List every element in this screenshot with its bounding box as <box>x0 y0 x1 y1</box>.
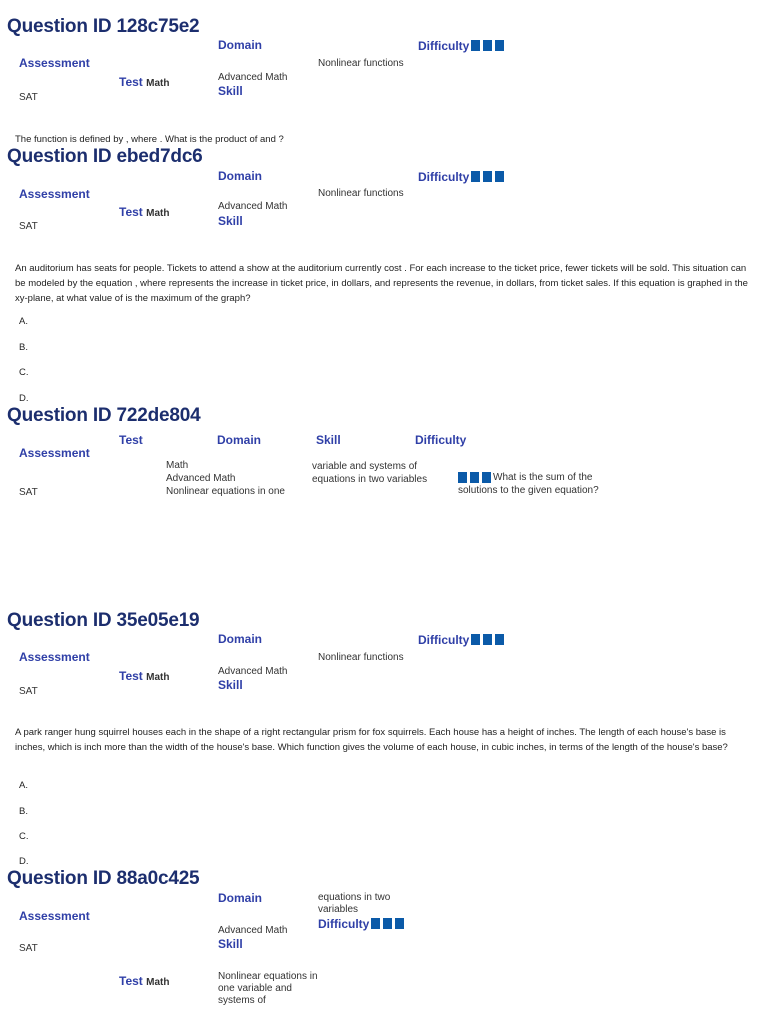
difficulty-bars-icon <box>469 39 504 53</box>
domain-label: Domain <box>218 632 263 646</box>
test-value: Math <box>166 460 189 471</box>
choice-d[interactable]: D. <box>19 856 29 867</box>
skill-value-continued: equations in two variables <box>318 892 391 915</box>
question-text: An auditorium has seats for people. Tickets to attend a show at the auditorium currently cost . For each increase to the ticket price, fewer tickets will be sold. This situation can be modeled by the equation , where represents the increase in ticket price, in dollars, and represents the revenue, in dollars, from ticket sales. If this equation is graphed in the xy-plane, at what value of is the maximum of the graph? <box>15 263 748 304</box>
test-value: Math <box>146 672 170 683</box>
question-id: Question ID ebed7dc6 <box>7 146 203 167</box>
choice-b[interactable]: B. <box>19 806 28 817</box>
question-text: The function is defined by , where . What is the product of and ? <box>15 134 284 145</box>
domain-value: Advanced Math <box>218 666 288 677</box>
assessment-value: SAT <box>19 686 38 697</box>
question-text: A park ranger hung squirrel houses each in the shape of a right rectangular prism for fox squirrels. Each house has a height of inches. The length of each house's base is inches, which is inch more than the width of the house's base. Which function gives the volume of each house, in cubic inches, in terms of the length of the house's base? <box>15 727 728 753</box>
test-label: Test Math <box>119 205 170 219</box>
difficulty-label: Difficulty <box>418 39 504 53</box>
domain-label: Domain <box>218 38 263 52</box>
test-label: Test Math <box>119 669 170 683</box>
question-id: Question ID 88a0c425 <box>7 868 200 889</box>
choice-a[interactable]: A. <box>19 316 28 327</box>
difficulty-label: Difficulty <box>318 917 404 931</box>
choice-d[interactable]: D. <box>19 393 29 404</box>
assessment-label: Assessment <box>19 56 90 70</box>
skill-label: Skill <box>218 214 243 228</box>
skill-value: Nonlinear functions <box>318 58 404 69</box>
choice-a[interactable]: A. <box>19 780 28 791</box>
test-value: Math <box>146 977 170 988</box>
difficulty-label: Difficulty <box>418 170 504 184</box>
test-value: Math <box>146 208 170 219</box>
choice-c[interactable]: C. <box>19 831 29 842</box>
question-text: What is the sum of the solutions to the given equation? <box>458 472 599 496</box>
skill-label: Skill <box>218 937 243 951</box>
test-label: Test Math <box>119 974 170 988</box>
assessment-label: Assessment <box>19 446 90 460</box>
domain-label: Domain <box>218 169 263 183</box>
difficulty-label: Difficulty <box>418 633 504 647</box>
test-label: Test <box>119 433 143 447</box>
difficulty-bars-icon <box>469 633 504 647</box>
assessment-label: Assessment <box>19 909 90 923</box>
test-label: Test Math <box>119 75 170 89</box>
skill-label: Skill <box>218 84 243 98</box>
skill-label: Skill <box>218 678 243 692</box>
skill-value-continued: variable and systems of equations in two variables <box>312 461 428 485</box>
domain-value: Advanced Math <box>218 72 288 83</box>
question-id: Question ID 35e05e19 <box>7 610 200 631</box>
domain-label: Domain <box>218 891 263 905</box>
assessment-label: Assessment <box>19 187 90 201</box>
skill-value: Nonlinear functions <box>318 188 404 199</box>
assessment-value: SAT <box>19 487 38 498</box>
skill-label: Skill <box>316 433 341 447</box>
domain-value: Advanced Math <box>218 201 288 212</box>
choice-c[interactable]: C. <box>19 367 29 378</box>
difficulty-label: Difficulty <box>415 433 467 447</box>
question-id: Question ID 722de804 <box>7 405 201 426</box>
assessment-value: SAT <box>19 943 38 954</box>
difficulty-bars-icon <box>369 917 404 931</box>
test-value: Math <box>146 78 170 89</box>
skill-value: Nonlinear equations in one <box>166 486 285 497</box>
assessment-value: SAT <box>19 221 38 232</box>
skill-value: Nonlinear equations in one variable and systems of <box>218 971 318 1006</box>
assessment-value: SAT <box>19 92 38 103</box>
choice-b[interactable]: B. <box>19 342 28 353</box>
skill-value: Nonlinear functions <box>318 652 404 663</box>
difficulty-bars-icon <box>469 170 504 184</box>
domain-label: Domain <box>217 433 262 447</box>
assessment-label: Assessment <box>19 650 90 664</box>
domain-value: Advanced Math <box>166 473 236 484</box>
domain-value: Advanced Math <box>218 925 288 936</box>
question-id: Question ID 128c75e2 <box>7 16 200 37</box>
